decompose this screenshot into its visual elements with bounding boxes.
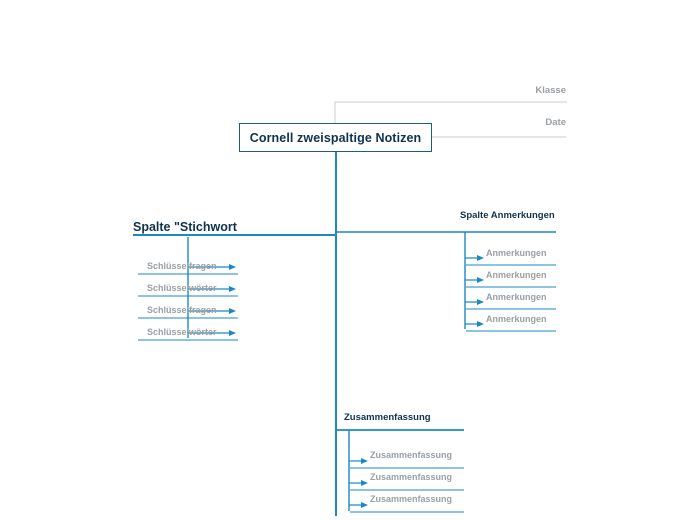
leaf-stichwort-4[interactable] — [147, 327, 257, 337]
branch-title-zusammenfassung-text: Zusammenfassung — [344, 412, 431, 423]
meta-label-date[interactable] — [466, 117, 566, 128]
branch-title-anmerkungen[interactable] — [460, 210, 555, 221]
root-node-label: Cornell zweispaltige Notizen — [249, 130, 422, 145]
leaf-anmerkungen-1-label: Anmerkungen — [486, 248, 547, 258]
meta-label-date-text: Date — [545, 117, 566, 128]
meta-label-klasse-text: Klasse — [535, 85, 566, 96]
leaf-anmerkungen-4[interactable] — [486, 314, 606, 324]
branch-title-zusammenfassung[interactable] — [344, 412, 431, 423]
root-node[interactable] — [239, 123, 432, 152]
leaf-stichwort-4-label: Schlüsselwörter — [147, 327, 217, 337]
leaf-anmerkungen-2[interactable] — [486, 270, 606, 280]
leaf-anmerkungen-1[interactable] — [486, 248, 606, 258]
leaf-zusammenfassung-3-label: Zusammenfassung — [370, 494, 453, 504]
leaf-stichwort-1[interactable] — [147, 261, 257, 271]
leaf-zusammenfassung-2[interactable] — [370, 472, 490, 482]
leaf-zusammenfassung-2-label: Zusammenfassung — [370, 472, 453, 482]
leaf-zusammenfassung-3[interactable] — [370, 494, 490, 504]
branch-title-anmerkungen-text: Spalte Anmerkungen — [460, 210, 555, 221]
leaf-stichwort-3[interactable] — [147, 305, 257, 315]
branch-title-stichwort-text: Spalte "Stichwort — [133, 220, 237, 234]
branch-title-stichwort[interactable] — [133, 220, 237, 234]
leaf-stichwort-1-label: Schlüsselfragen — [147, 261, 217, 271]
meta-label-klasse[interactable] — [466, 85, 566, 96]
leaf-anmerkungen-3-label: Anmerkungen — [486, 292, 547, 302]
leaf-stichwort-2[interactable] — [147, 283, 257, 293]
leaf-anmerkungen-2-label: Anmerkungen — [486, 270, 547, 280]
leaf-stichwort-2-label: Schlüsselwörter — [147, 283, 217, 293]
leaf-anmerkungen-3[interactable] — [486, 292, 606, 302]
leaf-zusammenfassung-1-label: Zusammenfassung — [370, 450, 453, 460]
leaf-anmerkungen-4-label: Anmerkungen — [486, 314, 547, 324]
leaf-stichwort-3-label: Schlüsselfragen — [147, 305, 217, 315]
leaf-zusammenfassung-1[interactable] — [370, 450, 490, 460]
